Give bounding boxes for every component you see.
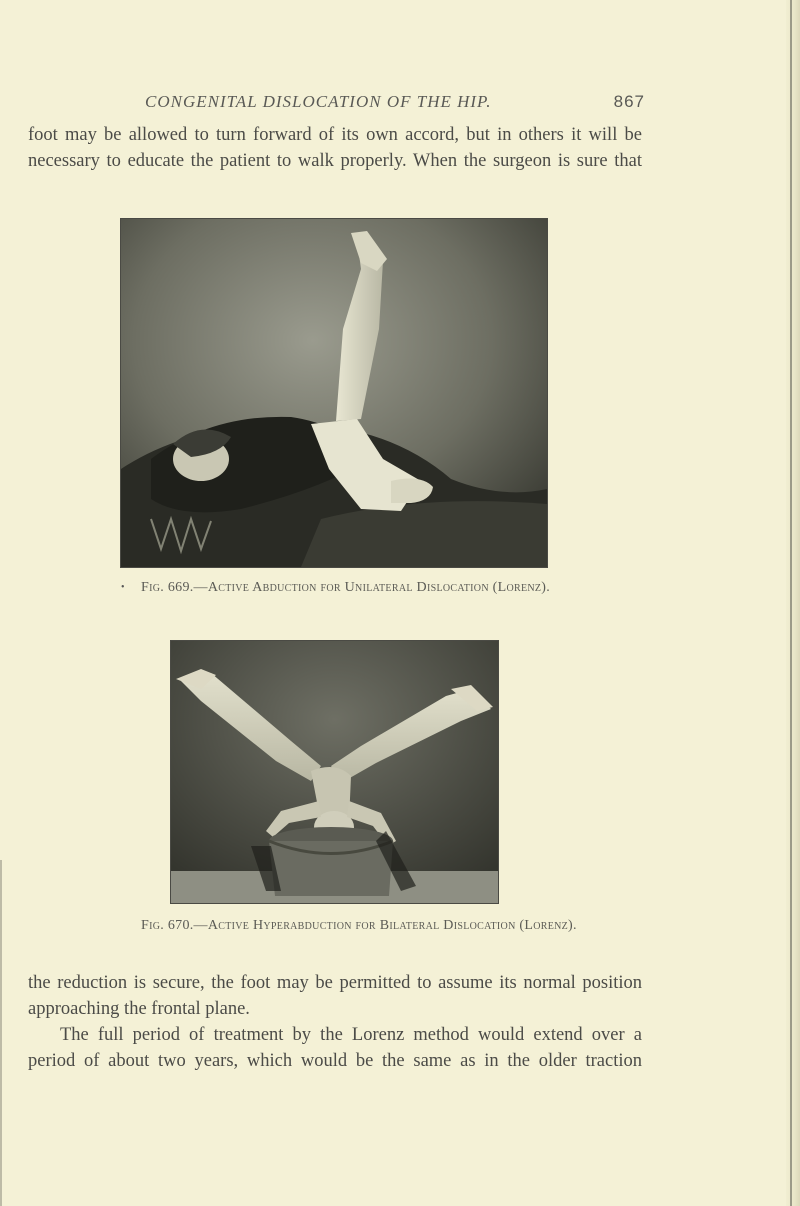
paragraph-top-line-1: foot may be allowed to turn forward of its own accord, but in others it will be — [28, 125, 642, 145]
page-edge — [786, 0, 800, 1206]
paragraph-last-line-2: period of about two years, which would be the same as in the older traction — [28, 1051, 642, 1071]
running-head-title: CONGENITAL DISLOCATION OF THE HIP. — [145, 92, 492, 111]
page-binding-edge — [0, 860, 2, 1206]
page-number: 867 — [613, 92, 645, 111]
paragraph-bottom-line-2: approaching the frontal plane. — [28, 999, 250, 1019]
figure-670-image — [171, 641, 498, 903]
figure-670-caption: Fig. 670.—Active Hyperabduction for Bilateral Dislocation (Lorenz). — [141, 918, 577, 933]
paragraph-bottom-line-1: the reduction is secure, the foot may be permitted to assume its normal position — [28, 973, 642, 993]
paragraph-top-line-2: necessary to educate the patient to walk properly. When the surgeon is sure that — [28, 151, 642, 171]
running-head — [145, 92, 645, 116]
paragraph-last-line-1: The full period of treatment by the Lorenz method would extend over a — [60, 1025, 642, 1045]
figure-670-photograph — [170, 640, 499, 904]
figure-669-image — [121, 219, 547, 567]
figure-669-caption: Fig. 669.—Active Abduction for Unilateral Dislocation (Lorenz). — [141, 580, 551, 595]
figure-669-photograph — [120, 218, 548, 568]
caption-bullet: • — [121, 582, 125, 593]
